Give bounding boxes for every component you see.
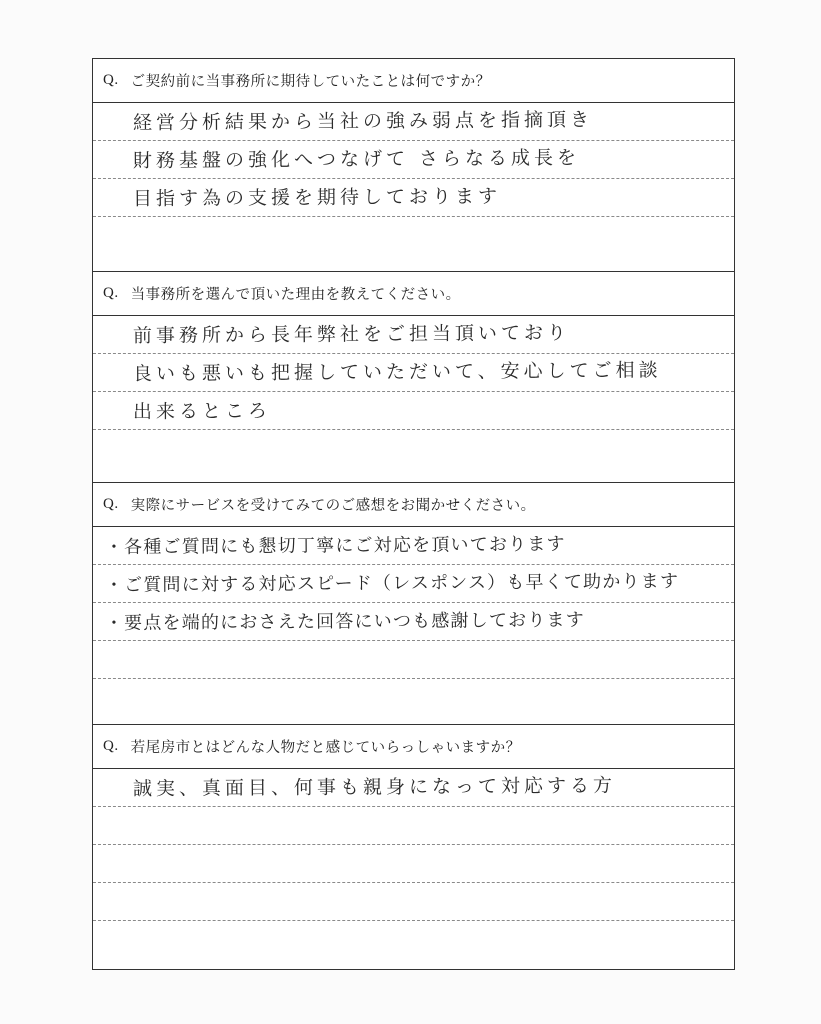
question-text-2: 当事務所を選んで頂いた理由を教えてください。 xyxy=(130,287,461,303)
answer-line xyxy=(93,179,734,217)
answer-line xyxy=(93,603,734,641)
answer-line xyxy=(93,845,734,883)
questionnaire-sheet xyxy=(92,58,735,970)
answer-line xyxy=(93,141,734,179)
question-text-1: ご契約前に当事務所に期待していたことは何ですか？ xyxy=(130,74,491,90)
answer-line xyxy=(93,641,734,679)
question-marker: Q. xyxy=(103,72,119,88)
handwritten-answer: 経営分析結果から当社の強み弱点を指摘頂き xyxy=(132,108,593,135)
question-row-1 xyxy=(93,59,734,103)
question-marker: Q. xyxy=(103,496,119,512)
handwritten-answer: ・要点を端的におさえた回答にいつも感謝しております xyxy=(104,609,585,634)
answer-line xyxy=(93,103,734,141)
handwritten-answer: ・ご質問に対する対応スピード（レスポンス）も早くて助かります xyxy=(104,570,680,596)
question-text-3: 実際にサービスを受けてみてのご感想をお聞かせください。 xyxy=(130,498,536,514)
question-row-3 xyxy=(93,483,734,527)
question-row-2 xyxy=(93,272,734,316)
answer-line xyxy=(93,430,734,468)
question-row-4 xyxy=(93,725,734,769)
answer-line xyxy=(93,883,734,921)
answer-line xyxy=(93,527,734,565)
handwritten-answer: 良いも悪いも把握していただいて、安心してご相談 xyxy=(132,359,662,386)
handwritten-answer: ・各種ご質問にも懇切丁寧にご対応を頂いております xyxy=(104,533,566,558)
answer-line xyxy=(93,316,734,354)
answer-line xyxy=(93,565,734,603)
handwritten-answer: 財務基盤の強化へつなげて さらなる成長を xyxy=(132,146,581,173)
question-text-4: 若尾房市とはどんな人物だと感じていらっしゃいますか？ xyxy=(130,740,521,756)
answer-line xyxy=(93,392,734,430)
handwritten-answer: 出来るところ xyxy=(132,400,272,424)
answer-line xyxy=(93,679,734,717)
handwritten-answer: 誠実、真面目、何事も親身になって対応する方 xyxy=(132,774,616,800)
answer-line xyxy=(93,354,734,392)
answer-line xyxy=(93,807,734,845)
answer-line xyxy=(93,217,734,255)
handwritten-answer: 目指す為の支援を期待しております xyxy=(132,185,501,211)
handwritten-answer: 前事務所から長年弊社をご担当頂いており xyxy=(132,321,570,348)
answer-line xyxy=(93,921,734,959)
question-marker: Q. xyxy=(103,285,119,301)
answer-line xyxy=(93,769,734,807)
question-marker: Q. xyxy=(103,738,119,754)
